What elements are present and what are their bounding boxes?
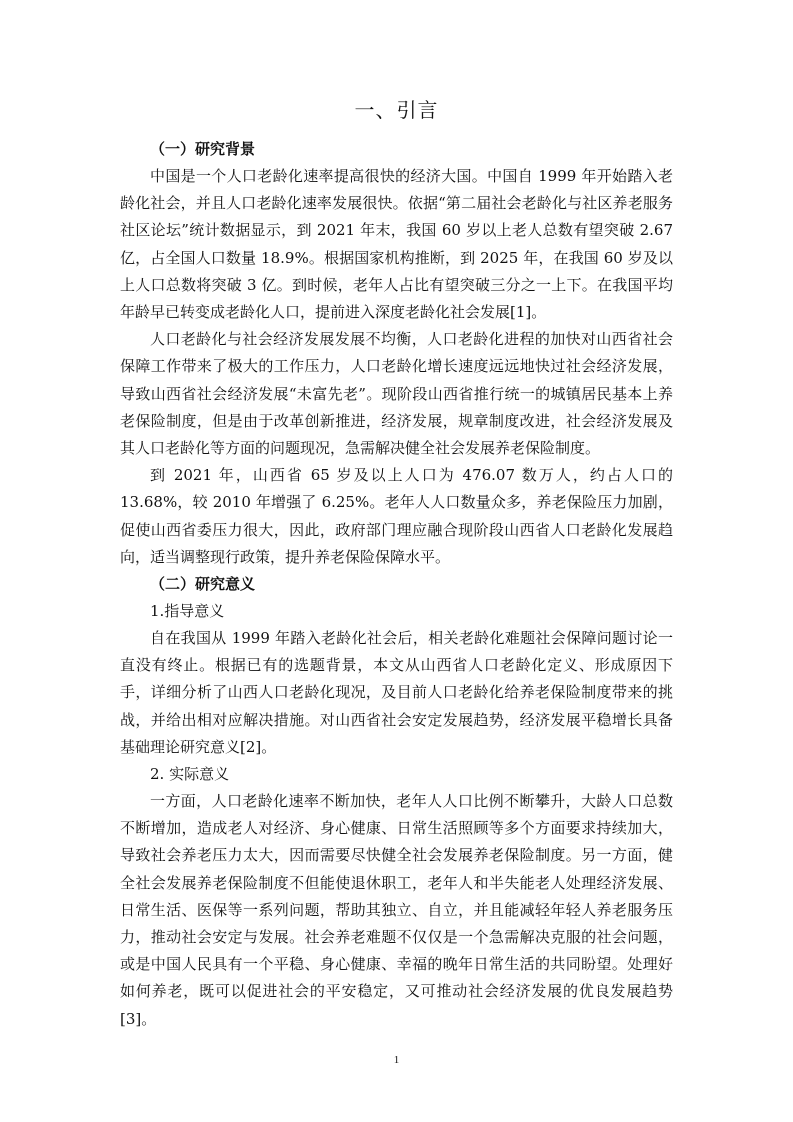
page-number: 1 <box>393 1054 400 1066</box>
paragraph: 中国是一个人口老龄化速率提高很快的经济大国。中国自 1999 年开始踏入老龄化社会，并且人口老龄化速率发展很快。依据“第二届社会老龄化与社区养老服务社区论坛”统计数据显示，到 2021 年末，我国 60 岁以上老人总数有望突破 2.67 亿，占全国人口数量 18.9%。根据国家机构推断，到 2025 年，在我国 60 岁及以上人口总数将突破 3 亿。到时候，老年人占比有望突破三分之一上下。在我国平均年龄早已转变成老龄化人口，提前进入深度老龄化社会发展[1]。 <box>120 167 673 322</box>
section-heading-background: （一）研究背景 <box>150 140 256 158</box>
paragraph: 到 2021 年，山西省 65 岁及以上人口为 476.07 数万人，约占人口的 13.68%，较 2010 年增强了 6.25%。老年人人口数量众多，养老保险压力加剧，促使山西省委压力很大，因此，政府部门理应融合现阶段山西省人口老龄化发展趋向，适当调整现行政策，提升养老保险保障水平。 <box>120 466 673 566</box>
paragraph: 人口老龄化与社会经济发展发展不均衡，人口老龄化进程的加快对山西省社会保障工作带来了极大的工作压力，人口老龄化增长速度远远地快过社会经济发展，导致山西省社会经济发展“未富先老”。现阶段山西省推行统一的城镇居民基本上养老保险制度，但是由于改革创新推进，经济发展，规章制度改进，社会经济发展及其人口老龄化等方面的问题现况，急需解决健全社会发展养老保险制度。 <box>120 330 673 458</box>
section-heading-significance: （二）研究意义 <box>150 575 256 594</box>
paragraph: 自在我国从 1999 年踏入老龄化社会后，相关老龄化难题社会保障问题讨论一直没有终止。根据已有的选题背景，本文从山西省人口老龄化定义、形成原因下手，详细分析了山西人口老龄化现况，及目前人口老龄化给养老保险制度带来的挑战，并给出相对应解决措施。对山西省社会安定发展趋势，经济发展平稳增长具备基础理论研究意义[2]。 <box>120 629 673 756</box>
subsection-heading-practical: 2. 实际意义 <box>150 765 230 784</box>
page-content <box>120 92 673 1033</box>
subsection-heading-guidance: 1.指导意义 <box>150 602 225 621</box>
paragraph: 一方面，人口老龄化速率不断加快，老年人人口比例不断攀升，大龄人口总数不断增加，造成老人对经济、身心健康、日常生活照顾等多个方面要求持续加大，导致社会养老压力太大，因而需要尽快健全社会发展养老保险制度。另一方面，健全社会发展养老保险制度不但能使退休职工，老年人和半失能老人处理经济发展、日常生活、医保等一系列问题，帮助其独立、自立，并且能减轻年轻人养老服务压力，推动社会安定与发展。社会养老难题不仅仅是一个急需解决克服的社会问题，或是中国人民具有一个平稳、身心健康、幸福的晚年日常生活的共同盼望。处理好如何养老，既可以促进社会的平安稳定，又可推动社会经济发展的优良发展趋势[3]。 <box>120 792 673 1028</box>
page-title: 一、引言 <box>354 98 439 122</box>
